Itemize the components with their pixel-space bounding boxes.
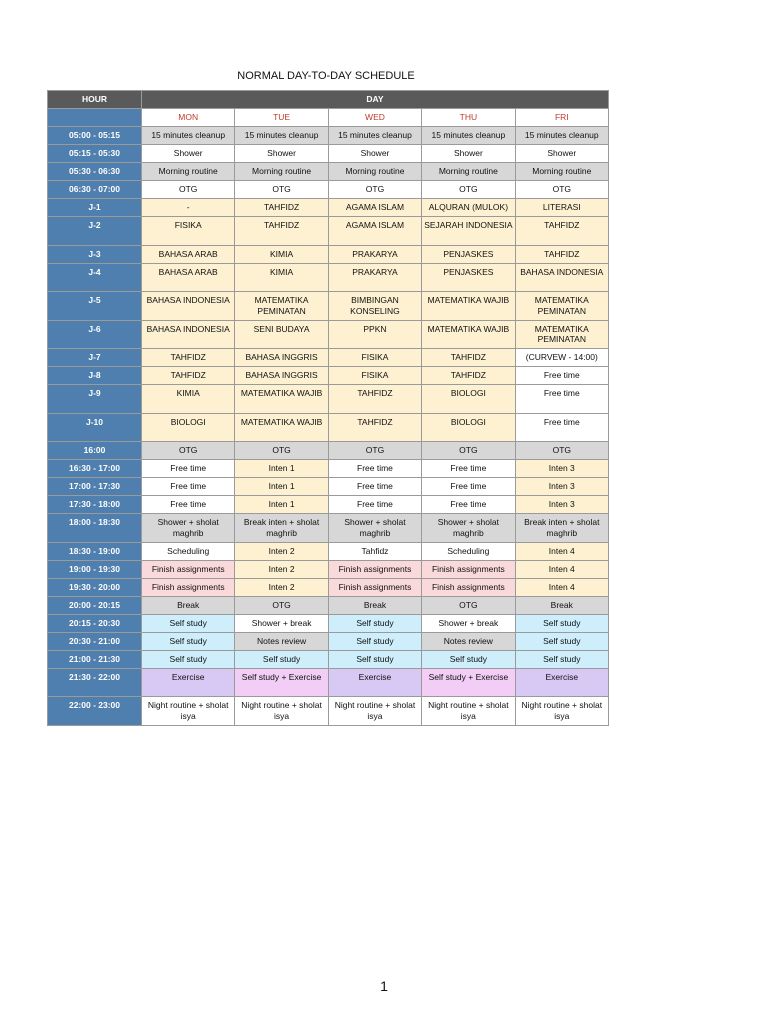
schedule-row xyxy=(48,127,609,145)
schedule-cell: OTG xyxy=(328,181,421,199)
schedule-cell: MATEMATIKA WAJIB xyxy=(422,320,515,349)
schedule-cell: Break inten + sholat maghrib xyxy=(235,514,328,543)
schedule-cell: Shower + sholat maghrib xyxy=(142,514,235,543)
schedule-cell: Inten 3 xyxy=(515,496,608,514)
schedule-cell: Shower + sholat maghrib xyxy=(328,514,421,543)
schedule-cell: TAHFIDZ xyxy=(515,217,608,246)
time-slot-label: 18:30 - 19:00 xyxy=(48,542,142,560)
schedule-cell: LITERASI xyxy=(515,199,608,217)
schedule-cell: PENJASKES xyxy=(422,263,515,292)
schedule-cell: BIMBINGAN KONSELING xyxy=(328,292,421,321)
time-slot-label: 16:30 - 17:00 xyxy=(48,460,142,478)
schedule-cell: Exercise xyxy=(515,668,608,697)
schedule-cell: 15 minutes cleanup xyxy=(142,127,235,145)
schedule-cell: Free time xyxy=(422,460,515,478)
schedule-cell: OTG xyxy=(142,442,235,460)
schedule-row xyxy=(48,650,609,668)
schedule-cell: TAHFIDZ xyxy=(328,385,421,414)
schedule-cell: BAHASA ARAB xyxy=(142,263,235,292)
schedule-cell: Finish assignments xyxy=(422,560,515,578)
schedule-cell: BAHASA ARAB xyxy=(142,245,235,263)
schedule-cell: Inten 1 xyxy=(235,496,328,514)
schedule-cell: Night routine + sholat isya xyxy=(328,697,421,726)
schedule-cell: Tahfidz xyxy=(328,542,421,560)
schedule-cell: PENJASKES xyxy=(422,245,515,263)
schedule-row xyxy=(48,478,609,496)
schedule-cell: Notes review xyxy=(422,632,515,650)
schedule-row xyxy=(48,668,609,697)
time-slot-label: 16:00 xyxy=(48,442,142,460)
schedule-cell: Self study xyxy=(328,614,421,632)
schedule-cell: Finish assignments xyxy=(142,578,235,596)
time-slot-label: J-10 xyxy=(48,413,142,442)
schedule-cell: Self study xyxy=(328,650,421,668)
schedule-row xyxy=(48,460,609,478)
time-slot-label: 19:00 - 19:30 xyxy=(48,560,142,578)
schedule-cell: Morning routine xyxy=(142,163,235,181)
schedule-row xyxy=(48,385,609,414)
schedule-cell: OTG xyxy=(142,181,235,199)
schedule-cell: Free time xyxy=(515,385,608,414)
schedule-cell: MATEMATIKA PEMINATAN xyxy=(515,292,608,321)
time-slot-label: 21:00 - 21:30 xyxy=(48,650,142,668)
schedule-cell: TAHFIDZ xyxy=(142,367,235,385)
time-slot-label: 21:30 - 22:00 xyxy=(48,668,142,697)
schedule-cell: Notes review xyxy=(235,632,328,650)
schedule-cell: Scheduling xyxy=(142,542,235,560)
schedule-row xyxy=(48,614,609,632)
schedule-row xyxy=(48,413,609,442)
schedule-cell: OTG xyxy=(328,442,421,460)
schedule-row xyxy=(48,596,609,614)
schedule-cell: Inten 3 xyxy=(515,460,608,478)
schedule-cell: OTG xyxy=(235,596,328,614)
schedule-cell: TAHFIDZ xyxy=(142,349,235,367)
schedule-cell: Night routine + sholat isya xyxy=(142,697,235,726)
schedule-cell: BAHASA INGGRIS xyxy=(235,367,328,385)
time-slot-label: J-9 xyxy=(48,385,142,414)
schedule-cell: Free time xyxy=(142,478,235,496)
schedule-row xyxy=(48,245,609,263)
schedule-row xyxy=(48,442,609,460)
time-slot-label: J-6 xyxy=(48,320,142,349)
schedule-cell: Night routine + sholat isya xyxy=(515,697,608,726)
hour-blank-cell xyxy=(48,109,142,127)
schedule-cell: MATEMATIKA PEMINATAN xyxy=(515,320,608,349)
schedule-cell: Self study xyxy=(328,632,421,650)
schedule-cell: OTG xyxy=(235,181,328,199)
schedule-cell: Finish assignments xyxy=(328,560,421,578)
schedule-cell: Free time xyxy=(515,413,608,442)
day-mon: MON xyxy=(142,109,235,127)
time-slot-label: 17:00 - 17:30 xyxy=(48,478,142,496)
time-slot-label: 17:30 - 18:00 xyxy=(48,496,142,514)
schedule-cell: Shower + break xyxy=(422,614,515,632)
schedule-cell: Inten 1 xyxy=(235,460,328,478)
schedule-cell: Exercise xyxy=(328,668,421,697)
schedule-cell: Morning routine xyxy=(515,163,608,181)
day-wed: WED xyxy=(328,109,421,127)
schedule-cell: SENI BUDAYA xyxy=(235,320,328,349)
schedule-cell: AGAMA ISLAM xyxy=(328,217,421,246)
schedule-cell: Self study xyxy=(515,650,608,668)
schedule-row xyxy=(48,578,609,596)
time-slot-label: 19:30 - 20:00 xyxy=(48,578,142,596)
schedule-cell: OTG xyxy=(422,181,515,199)
schedule-row xyxy=(48,697,609,726)
time-slot-label: J-7 xyxy=(48,349,142,367)
schedule-cell: OTG xyxy=(515,442,608,460)
schedule-cell: Morning routine xyxy=(328,163,421,181)
schedule-cell: Morning routine xyxy=(235,163,328,181)
schedule-cell: Self study xyxy=(422,650,515,668)
time-slot-label: J-4 xyxy=(48,263,142,292)
schedule-row xyxy=(48,560,609,578)
schedule-cell: Free time xyxy=(328,496,421,514)
schedule-cell: BAHASA INGGRIS xyxy=(235,349,328,367)
page-number: 1 xyxy=(380,978,388,994)
schedule-row xyxy=(48,320,609,349)
schedule-cell: Shower xyxy=(328,145,421,163)
schedule-cell: Finish assignments xyxy=(142,560,235,578)
schedule-cell: OTG xyxy=(422,442,515,460)
schedule-cell: KIMIA xyxy=(235,245,328,263)
day-tue: TUE xyxy=(235,109,328,127)
schedule-row xyxy=(48,496,609,514)
schedule-cell: Self study + Exercise xyxy=(235,668,328,697)
schedule-title: NORMAL DAY-TO-DAY SCHEDULE xyxy=(237,70,415,82)
schedule-cell: Shower xyxy=(142,145,235,163)
schedule-cell: MATEMATIKA WAJIB xyxy=(235,413,328,442)
schedule-cell: MATEMATIKA WAJIB xyxy=(235,385,328,414)
schedule-cell: Break xyxy=(515,596,608,614)
schedule-cell: FISIKA xyxy=(142,217,235,246)
schedule-cell: OTG xyxy=(422,596,515,614)
day-header: DAY xyxy=(142,91,609,109)
schedule-cell: Inten 2 xyxy=(235,578,328,596)
schedule-cell: Free time xyxy=(328,478,421,496)
schedule-row xyxy=(48,263,609,292)
schedule-row xyxy=(48,514,609,543)
schedule-cell: KIMIA xyxy=(235,263,328,292)
schedule-cell: - xyxy=(142,199,235,217)
schedule-cell: Self study xyxy=(235,650,328,668)
schedule-cell: Scheduling xyxy=(422,542,515,560)
schedule-cell: FISIKA xyxy=(328,367,421,385)
schedule-cell: Inten 4 xyxy=(515,560,608,578)
schedule-cell: SEJARAH INDONESIA xyxy=(422,217,515,246)
schedule-cell: Self study + Exercise xyxy=(422,668,515,697)
schedule-cell: 15 minutes cleanup xyxy=(515,127,608,145)
hour-header: HOUR xyxy=(48,91,142,109)
schedule-cell: MATEMATIKA PEMINATAN xyxy=(235,292,328,321)
schedule-cell: Self study xyxy=(515,632,608,650)
schedule-cell: FISIKA xyxy=(328,349,421,367)
schedule-cell: BIOLOGI xyxy=(422,385,515,414)
schedule-cell: OTG xyxy=(235,442,328,460)
schedule-cell: TAHFIDZ xyxy=(422,367,515,385)
time-slot-label: 05:15 - 05:30 xyxy=(48,145,142,163)
schedule-cell: Break inten + sholat maghrib xyxy=(515,514,608,543)
time-slot-label: 05:00 - 05:15 xyxy=(48,127,142,145)
schedule-cell: PRAKARYA xyxy=(328,245,421,263)
schedule-row xyxy=(48,632,609,650)
day-thu: THU xyxy=(422,109,515,127)
schedule-cell: Night routine + sholat isya xyxy=(422,697,515,726)
time-slot-label: J-2 xyxy=(48,217,142,246)
schedule-row xyxy=(48,349,609,367)
schedule-row xyxy=(48,542,609,560)
schedule-cell: Morning routine xyxy=(422,163,515,181)
schedule-cell: Night routine + sholat isya xyxy=(235,697,328,726)
schedule-row xyxy=(48,367,609,385)
schedule-cell: 15 minutes cleanup xyxy=(328,127,421,145)
time-slot-label: 20:15 - 20:30 xyxy=(48,614,142,632)
time-slot-label: J-5 xyxy=(48,292,142,321)
schedule-cell: Free time xyxy=(328,460,421,478)
day-names-row xyxy=(48,109,609,127)
schedule-cell: Shower xyxy=(422,145,515,163)
schedule-row xyxy=(48,145,609,163)
schedule-cell: Inten 2 xyxy=(235,542,328,560)
schedule-cell: Free time xyxy=(422,496,515,514)
schedule-row xyxy=(48,217,609,246)
time-slot-label: 06:30 - 07:00 xyxy=(48,181,142,199)
time-slot-label: 20:30 - 21:00 xyxy=(48,632,142,650)
schedule-cell: Inten 2 xyxy=(235,560,328,578)
schedule-cell: PRAKARYA xyxy=(328,263,421,292)
schedule-row xyxy=(48,199,609,217)
schedule-cell: KIMIA xyxy=(142,385,235,414)
schedule-cell: Inten 3 xyxy=(515,478,608,496)
time-slot-label: 20:00 - 20:15 xyxy=(48,596,142,614)
schedule-cell: Finish assignments xyxy=(422,578,515,596)
schedule-row xyxy=(48,181,609,199)
schedule-cell: 15 minutes cleanup xyxy=(422,127,515,145)
schedule-cell: Shower xyxy=(235,145,328,163)
schedule-cell: BIOLOGI xyxy=(142,413,235,442)
schedule-cell: TAHFIDZ xyxy=(235,199,328,217)
schedule-cell: BIOLOGI xyxy=(422,413,515,442)
schedule-cell: MATEMATIKA WAJIB xyxy=(422,292,515,321)
schedule-cell: Inten 1 xyxy=(235,478,328,496)
schedule-cell: Free time xyxy=(515,367,608,385)
schedule-cell: BAHASA INDONESIA xyxy=(142,292,235,321)
header-row xyxy=(48,91,609,109)
schedule-cell: Free time xyxy=(142,460,235,478)
schedule-cell: Inten 4 xyxy=(515,542,608,560)
schedule-cell: Break xyxy=(328,596,421,614)
schedule-cell: TAHFIDZ xyxy=(328,413,421,442)
schedule-cell: ALQURAN (MULOK) xyxy=(422,199,515,217)
time-slot-label: 18:00 - 18:30 xyxy=(48,514,142,543)
schedule-cell: PPKN xyxy=(328,320,421,349)
schedule-cell: Shower xyxy=(515,145,608,163)
schedule-row xyxy=(48,163,609,181)
schedule-cell: AGAMA ISLAM xyxy=(328,199,421,217)
schedule-row xyxy=(48,292,609,321)
schedule-table xyxy=(47,90,609,726)
schedule-cell: Shower + sholat maghrib xyxy=(422,514,515,543)
schedule-cell: Self study xyxy=(142,614,235,632)
schedule-cell: TAHFIDZ xyxy=(515,245,608,263)
schedule-cell: Self study xyxy=(142,650,235,668)
time-slot-label: J-8 xyxy=(48,367,142,385)
schedule-cell: Finish assignments xyxy=(328,578,421,596)
time-slot-label: 05:30 - 06:30 xyxy=(48,163,142,181)
time-slot-label: 22:00 - 23:00 xyxy=(48,697,142,726)
schedule-cell: (CURVEW - 14:00) xyxy=(515,349,608,367)
schedule-cell: TAHFIDZ xyxy=(422,349,515,367)
schedule-cell: Inten 4 xyxy=(515,578,608,596)
schedule-cell: BAHASA INDONESIA xyxy=(142,320,235,349)
schedule-cell: Self study xyxy=(515,614,608,632)
schedule-cell: BAHASA INDONESIA xyxy=(515,263,608,292)
schedule-cell: Free time xyxy=(422,478,515,496)
schedule-cell: Break xyxy=(142,596,235,614)
time-slot-label: J-3 xyxy=(48,245,142,263)
day-fri: FRI xyxy=(515,109,608,127)
schedule-cell: Free time xyxy=(142,496,235,514)
schedule-cell: Shower + break xyxy=(235,614,328,632)
time-slot-label: J-1 xyxy=(48,199,142,217)
schedule-cell: Self study xyxy=(142,632,235,650)
schedule-cell: Exercise xyxy=(142,668,235,697)
schedule-cell: 15 minutes cleanup xyxy=(235,127,328,145)
schedule-cell: OTG xyxy=(515,181,608,199)
schedule-cell: TAHFIDZ xyxy=(235,217,328,246)
